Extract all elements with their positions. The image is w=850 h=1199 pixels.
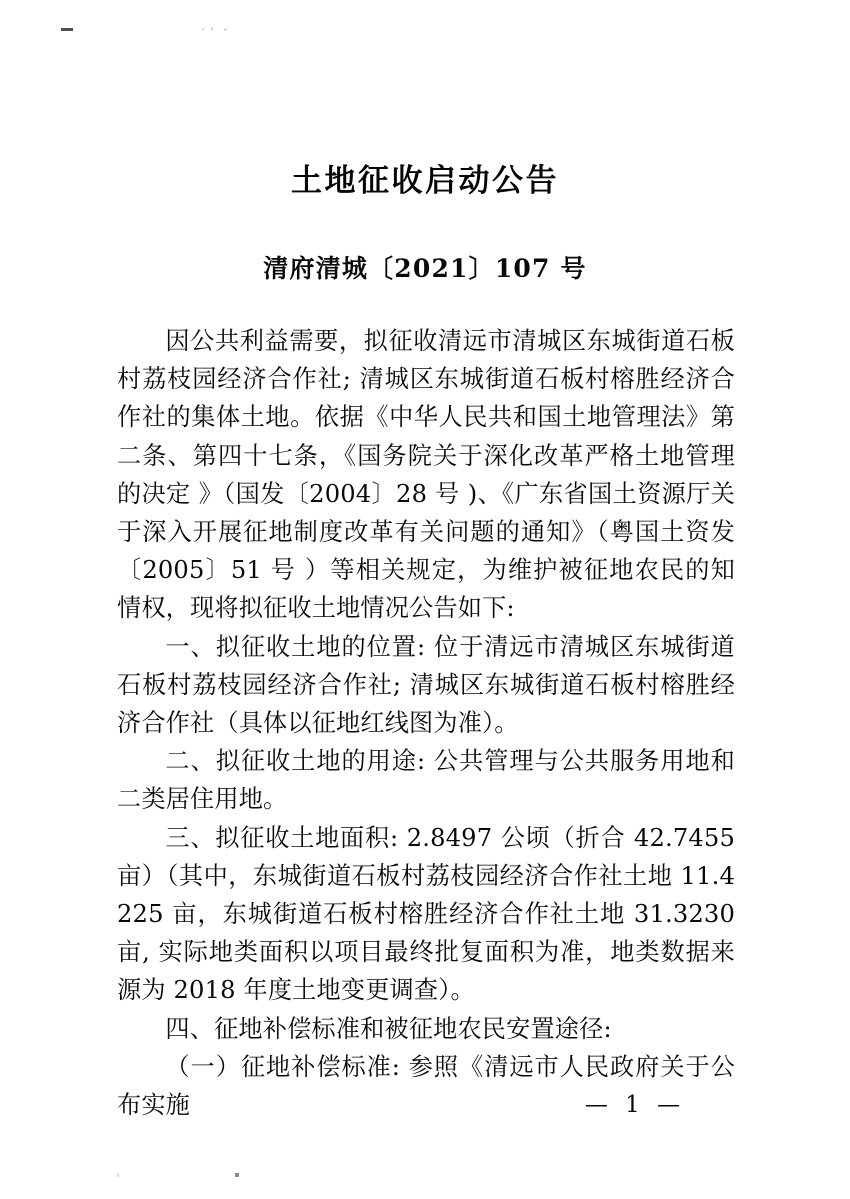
document-number: 清府清城〔2021〕107 号	[263, 254, 587, 283]
document-body	[117, 322, 735, 1124]
paragraph-intro: 因公共利益需要，拟征收清远市清城区东城街道石板村荔枝园经济合作社; 清城区东城街道石板村榕胜经济合作社的集体土地。依据《中华人民共和国土地管理法》第二条、第四十七条，《国务院关于深化改革严格土地管理的决定 》（国发〔2004〕28 号 )、《广东省国土资源厅关于深入开展征地制度改革有关问题的通知》（粤国土资发〔2005〕51 号 ）等相关规定，为维护被征地农民的知情权，现将拟征收土地情况公告如下:	[117, 327, 735, 623]
scan-artifact-bottom-left	[117, 1173, 119, 1177]
scan-artifact-top-mid-a	[202, 28, 204, 31]
paragraph-item-4-compensation-heading: 四、征地补偿标准和被征地农民安置途径:	[165, 1014, 612, 1043]
page-title: 土地征收启动公告	[291, 163, 559, 199]
page-number: — 1 —	[584, 1092, 686, 1118]
paragraph-item-4-1-standard: （一）征地补偿标准: 参照《清远市人民政府关于公布实施	[117, 1052, 735, 1120]
scan-artifact-top-mid-b	[211, 27, 213, 31]
paragraph-item-1-location: 一、拟征收土地的位置: 位于清远市清城区东城街道石板村荔枝园经济合作社; 清城区东城街道石板村榕胜经济合作社（具体以征地红线图为准）。	[117, 632, 735, 738]
scan-artifact-bottom-mid	[235, 1173, 239, 1177]
scan-artifact-top-mid-c	[224, 28, 227, 31]
scan-artifact-top-left	[61, 28, 73, 31]
paragraph-item-3-area: 三、拟征收土地面积: 2.8497 公顷（折合 42.7455 亩）（其中，东城街道石板村荔枝园经济合作社土地 11.4225 亩，东城街道石板村榕胜经济合作社土地 31.3230 亩, 实际地类面积以项目最终批复面积为准，地类数据来源为 2018 年度土地变更调查）。	[117, 823, 735, 1005]
paragraph-item-2-purpose: 二、拟征收土地的用途: 公共管理与公共服务用地和二类居住用地。	[117, 747, 735, 814]
